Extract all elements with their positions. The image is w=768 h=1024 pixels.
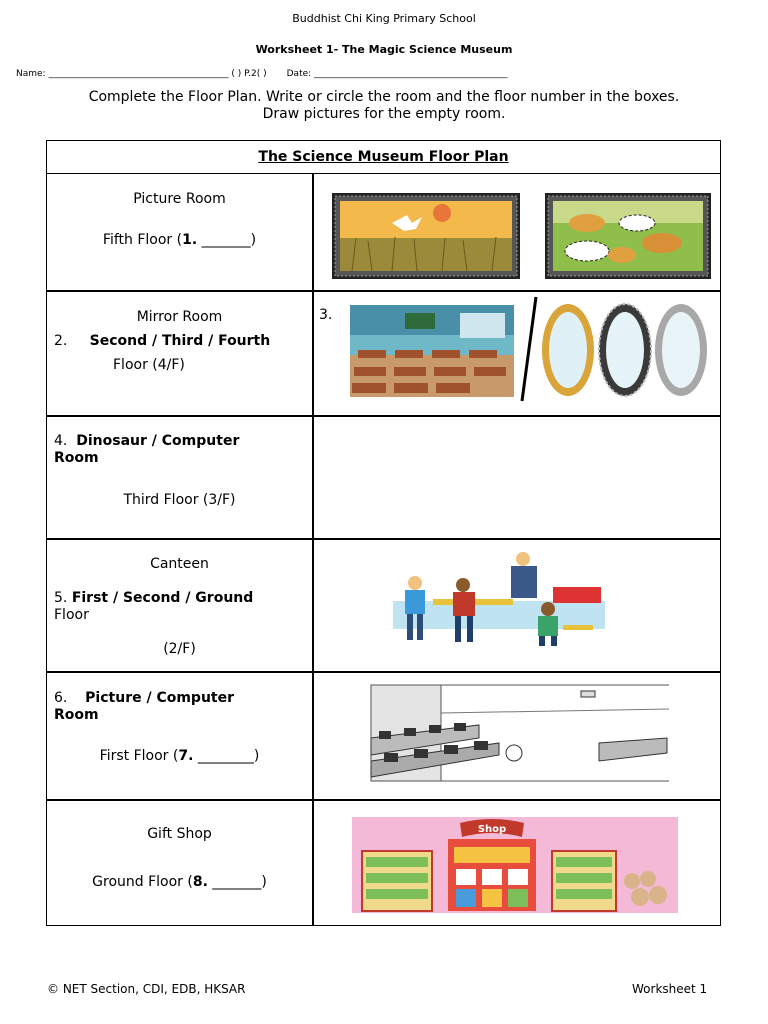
worksheet-title: Worksheet 1- The Magic Science Museum [255, 43, 513, 56]
picture-room-image [332, 193, 712, 279]
row-5-floor: First Floor (7. ________) [99, 748, 260, 764]
row-divider [47, 290, 720, 292]
row-divider [47, 671, 720, 673]
row-1-floor: Fifth Floor (1. _______) [102, 232, 257, 248]
row-2-room: Mirror Room [136, 309, 223, 325]
instruction-line-2: Draw pictures for the empty room. [262, 106, 506, 122]
computer-room-image [369, 683, 669, 783]
row-4-room: Canteen [150, 556, 209, 572]
row-5-options [54, 690, 304, 724]
row-divider [47, 538, 720, 540]
footer-copyright: © NET Section, CDI, EDB, HKSAR [47, 982, 246, 996]
answer-1-blank[interactable]: _______) [197, 232, 257, 248]
question-5-number: 5. [54, 590, 68, 606]
answer-7-blank[interactable]: ________) [193, 748, 260, 764]
row-4-floor: (2/F) [163, 641, 196, 657]
name-date-line [16, 69, 756, 79]
shop-sign-text: Shop [477, 824, 507, 835]
room-choices-q4[interactable]: Dinosaur / Computer [76, 433, 240, 449]
date-blank: ___________________________________________ [314, 69, 508, 79]
class-number-field: ( ) P.2( ) [231, 69, 267, 79]
answer-8-blank[interactable]: _______) [207, 874, 267, 890]
question-3-number: 3. [319, 307, 333, 323]
question-4-number: 4. [54, 433, 68, 449]
drawing-area[interactable] [314, 417, 720, 538]
table-title: The Science Museum Floor Plan [47, 141, 720, 174]
floor-choices-q2[interactable]: Second / Third / Fourth [89, 333, 271, 349]
row-4-options [54, 590, 312, 607]
floor-choices-q5[interactable]: First / Second / Ground [71, 590, 254, 606]
footer-worksheet-label: Worksheet 1 [632, 982, 708, 996]
row-6-floor: Ground Floor (8. _______) [92, 874, 267, 890]
row-2-floor: Floor (4/F) [113, 357, 185, 373]
row-3-floor: Third Floor (3/F) [123, 492, 236, 508]
instruction-line-1: Complete the Floor Plan. Write or circle the room and the floor number in the boxes. [88, 89, 680, 105]
canteen-image [393, 551, 613, 647]
room-choices-q4-line2: Room [54, 450, 99, 466]
name-label: Name: [16, 69, 46, 79]
floor-plan-table [46, 140, 721, 926]
row-3-options [54, 433, 304, 467]
gift-shop-image [352, 817, 678, 913]
date-label: Date: [286, 69, 312, 79]
question-7-number: 7. [178, 748, 194, 764]
room-choices-q6[interactable]: Picture / Computer [85, 690, 235, 706]
name-blank: ________________________________________ [48, 69, 229, 79]
question-8-number: 8. [192, 874, 208, 890]
mirror-room-choices-image [350, 295, 715, 403]
question-1-number: 1. [182, 232, 198, 248]
column-divider [312, 174, 314, 925]
row-4-floor-word: Floor [54, 607, 89, 623]
instructions [0, 89, 768, 123]
school-name: Buddhist Chi King Primary School [292, 12, 476, 25]
room-choices-q6-line2: Room [54, 707, 99, 723]
question-6-number: 6. [54, 690, 68, 706]
row-1-room: Picture Room [133, 191, 226, 207]
row-6-room: Gift Shop [147, 826, 212, 842]
question-2-number: 2. [54, 333, 68, 349]
row-divider [47, 799, 720, 801]
row-2-options [54, 333, 312, 350]
